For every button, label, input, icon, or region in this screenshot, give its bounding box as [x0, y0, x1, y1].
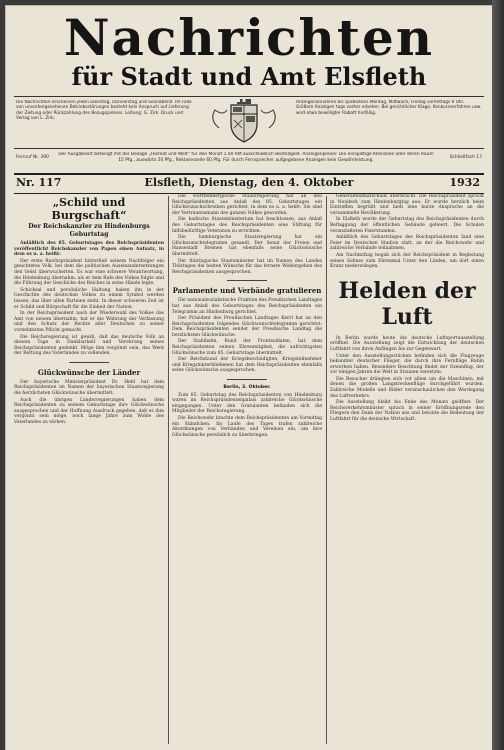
article-separator: [227, 379, 267, 380]
column-divider: [168, 196, 169, 744]
subscription-line: [16, 152, 482, 170]
masthead-title: Nachrichten: [63, 8, 435, 67]
article-paragraph: In Berlin wurde heute die deutsche Luftsportausstellung eröffnet. Die Ausstellung zeigt die Entwicklung der deutschen Luftfahrt von ihren Anfängen bis zur Gegenwart.: [330, 335, 484, 352]
article-paragraph: Der Reichsbund der Kriegsbeschädigten, Kriegsteilnehmer und Kriegshinterbliebenen hat dem Reichspräsidenten ebenfalls seine Glückwünsche ausgesprochen.: [172, 357, 322, 374]
column-divider: [326, 196, 327, 744]
article-paragraph: Die württembergische Staatsregierung hat an den Reichspräsidenten aus Anlaß des 85. Geburtstages ein Glückwunschschreiben gerichtet, in dem es u. a. heißt: Sie sind der Vertrauensmann des ganzen Volkes geworden.: [172, 194, 322, 216]
article-paragraph: Generalfeldmarschalls überbracht. Die Reichspräsident spricht in Neudeck zum Hindenburgtag aus: Er wurde herzlich beim Eintreffen begrüßt und hielt eine kurze Ansprache an die versammelte Bevölkerung.: [330, 194, 484, 216]
header-rule: [14, 148, 484, 149]
article-paragraph: In Elsfleth wurde der Geburtstag des Reichspräsidenten durch Beflaggung der öffentlichen Gebäude gefeiert. Die Schulen veranstalteten Feierstunden.: [330, 217, 484, 234]
article-paragraph: Die nationalsozialistische Fraktion des Preußischen Landtages hat aus Anlaß des Geburtstages des Reichspräsidenten ein Telegramm an Hindenburg gerichtet.: [172, 298, 322, 315]
article-headline: „Schild und Burgschaft“: [51, 196, 127, 222]
article-paragraph: Die badische Staatsministerium hat beschlossen, aus Anlaß des Geburtstages des Reichspräsidenten eine Stiftung für hilfsbedürftige Veteranen zu errichten.: [172, 217, 322, 234]
issue-year: 1932: [449, 176, 480, 189]
article-paragraph: Anläßlich des 85. Geburtstages des Reichspräsidenten veröffentlicht Reichskanzler von Papen einen Aufsatz, in dem es u. a. heißt:: [14, 241, 164, 258]
advertising-info: Anzeigenannahme bis spätestens Montag, Mittwoch, Freitag vormittags 9 Uhr. Größere Anzeigen tags vorher erbeten. Bei gerichtlicher Klage, Konkursverfahren usw. wird etwa bewilligter Rabatt hinfällig.: [296, 100, 482, 116]
article-separator: [69, 362, 109, 363]
article-paragraph: Die Reichsregierung ist gewiß, daß das deutsche Volk an diesem Tage in Dankbarkeit und Verehrung seines Reichspräsidenten gedenkt. Möge ihm vergönnt sein, das Werk der Rettung des Vaterlandes zu vollenden.: [14, 334, 164, 357]
article-paragraph: Der Stahlhelm, Bund der Frontsoldaten, hat dem Reichspräsidenten seinen Ehrenmitglied, die aufrichtigsten Glückwünsche zum 85. Geburtstage übermittelt.: [172, 339, 322, 356]
pricing-info: Der Ausgabeort beteiligt mit der Beilage „Heimat und Welt“ für den Monat 1.00 RM ausschließlich Bestellgeld. Anzeigenpreise: Die einspaltige Kleinzeile oder deren Raum 15 Pfg., auswärts 20 Pfg., Reklamezeile 60 Pfg. Für durch Fernsprecher aufgegebene Anzeigen kein Gewährleistung.: [58, 152, 434, 163]
article-paragraph: Anläßlich des Geburtstages des Reichspräsidenten fand eine Feier im Deutschen Stadion statt, an der die Reichswehr und zahlreiche Verbände teilnahmen.: [330, 235, 484, 252]
article-paragraph: Die Reichswehr brachte dem Reichspräsidenten am Vormittag ein Ständchen. Im Laufe des Tages trafen zahlreiche Abordnungen von Verbänden und Vereinen ein, um ihre Glückwünsche persönlich zu überbringen.: [172, 416, 322, 438]
article-kicker: Der Reichskanzler zu Hindenburgs Geburtstag: [28, 223, 150, 238]
masthead-rule: [14, 96, 484, 97]
article-paragraph: In der Reichspräsident nach der Wiederwahl des Volkes das Amt von neuem übernahm, hat er die Wahrung der Verfassung und den Schutz der Rechte aller Deutschen zu seiner vornehmsten Pflicht gemacht.: [14, 311, 164, 333]
masthead-subtitle: für Stadt und Amt Elsfleth: [71, 62, 427, 91]
article-paragraph: Am Nachmittag begab sich der Reichspräsident in Begleitung seines Sohnes zum Ehrenmal Unter den Linden, um dort einen Kranz niederzulegen.: [330, 252, 484, 270]
phone-number: Fernruf Nr. 390: [16, 155, 49, 160]
column-2: [172, 194, 322, 746]
binding-spine: [492, 0, 504, 750]
article-paragraph: Der erste Reichspräsident hinterließ seinem Nachfolger ein gesichtetes Volk, bei dem die politischen Auseinandersetzungen den Geist überwucherten. Es war eine schwere Verantwortung, die Hindenburg übernahm, als er dem Rufe des Volkes folgte und die Führung der Geschicke des Reiches in seine Hände legte.: [14, 258, 164, 287]
article-paragraph: Der Präsident des Preußischen Landtages Kerrl hat an den Reichspräsidenten folgendes Glückwunschtelegramm gerichtet: Dem Reichspräsidenten sendet der Preußische Landtag die herzlichsten Glückwünsche.: [172, 316, 322, 338]
article-paragraph: Zum 85. Geburtstag des Reichspräsidenten von Hindenburg waren im Reichspräsidentenpalais zahlreiche Glückwünsche eingegangen. Unter den Gratulanten befanden sich die Mitglieder der Reichsregierung.: [172, 392, 322, 415]
article-paragraph: Unter den Ausstellungsstücken befinden sich die Flugzeuge bekannter deutscher Flieger, die durch ihre Fernflüge Ruhm erworben haben. Besondere Beachtung findet der Ozeanflug, der vor einigen Jahren die Welt in Staunen versetzte.: [330, 353, 484, 376]
article-paragraph: Die Besucher drängten sich vor allem um die Maschinen, mit denen die großen Langstreckenflüge durchgeführt wurden. Zahlreiche Modelle und Bilder veranschaulichen den Werdegang des Luftverkehrs.: [330, 376, 484, 399]
column-1: [14, 194, 164, 746]
article-paragraph: Der bayerische Ministerpräsident Dr. Held hat dem Reichspräsidenten im Namen der bayerischen Staatsregierung die herzlichsten Glückwünsche übermittelt.: [14, 379, 164, 397]
article-headline: Glückwünsche der Länder: [37, 367, 141, 377]
article-separator: [227, 280, 267, 281]
po-box: Schließfach 17: [449, 155, 482, 160]
newspaper-page: [6, 6, 492, 750]
coat-of-arms-icon: [209, 98, 279, 144]
article-headline: Parlamente und Verbände gratulieren: [172, 286, 322, 296]
issue-date: Elsfleth, Dienstag, den 4. Oktober: [144, 176, 354, 189]
article-paragraph: Schicksal und persönliche Haltung haben ihn in der Geschichte des deutschen Volkes zu einem Symbol werden lassen, das über allen Parteien steht. In dieser schweren Zeit ist er Schild und Bürgschaft für die Einheit der Nation.: [14, 287, 164, 310]
article-paragraph: Auch die übrigen Länderregierungen haben dem Reichspräsidenten zu seinem Geburtstage ihre Glückwünsche ausgesprochen und der Hoffnung Ausdruck gegeben, daß es ihm vergönnt sein möge, noch lange Jahre zum Wohle des Vaterlandes zu wirken.: [14, 397, 164, 426]
article-headline: Helden der Luft: [338, 277, 476, 330]
issue-number: Nr. 117: [16, 176, 62, 189]
dateline: [14, 173, 484, 194]
article-paragraph: Der thüringische Staatsminister hat im Namen des Landes Thüringen die besten Wünsche für das fernere Wohlergehen des Reichspräsidenten ausgesprochen.: [172, 258, 322, 275]
column-3: [330, 194, 484, 746]
article-paragraph: Die Ausstellung bleibt bis Ende des Monats geöffnet. Der Reichsverkehrsminister sprach in seiner Eröffnungsrede den Fliegern den Dank der Nation aus und betonte die Bedeutung der Luftfahrt für die deutsche Wirtschaft.: [330, 400, 484, 423]
publication-info: Die Nachrichten erscheinen jeden Dienstag, Donnerstag und Sonnabend. Im Falle von unvorhergesehenen Betriebsstörungen besteht kein Anspruch auf Lieferung der Zeitung oder Rückzahlung des Bezugspreises. Leitung: G. Zirk. Druck und Verlag von L. Zirk.: [16, 100, 192, 122]
article-location: Berlin, 3. Oktober.: [223, 385, 271, 391]
article-paragraph: Die hamburgische Staatsregierung hat ein Glückwunschtelegramm gesandt. Der Senat der Freien und Hansestadt Bremen hat ebenfalls seine Glückwünsche übermittelt.: [172, 235, 322, 257]
